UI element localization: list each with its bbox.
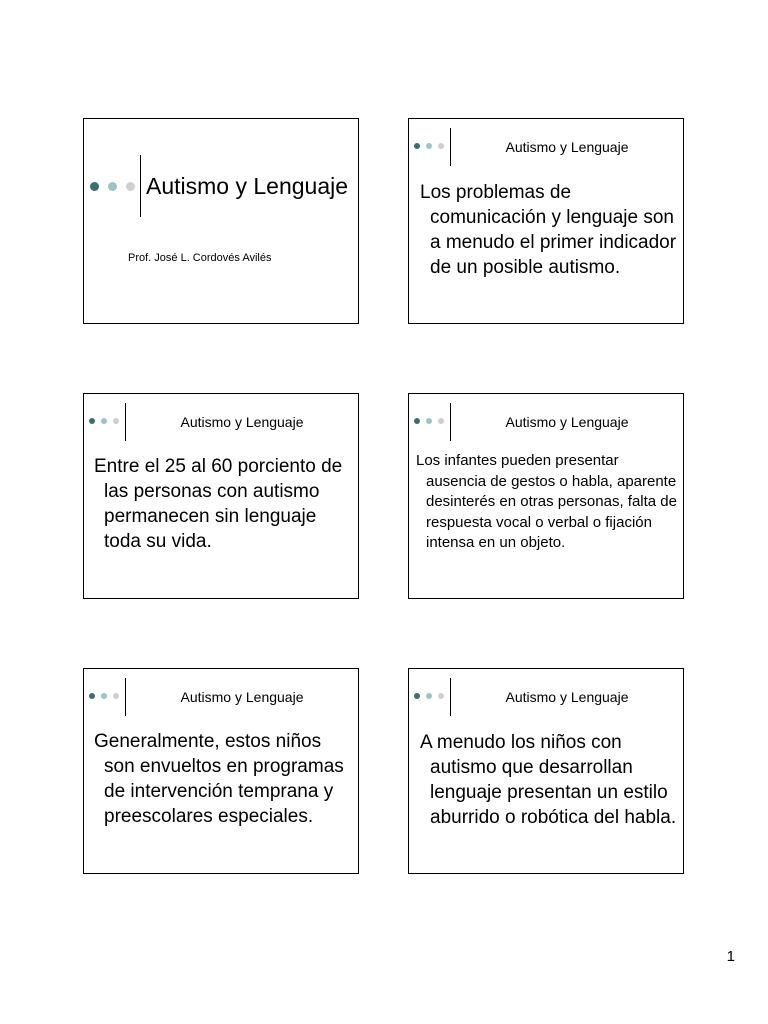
- slide-body-text: Generalmente, estos niños son envueltos en programas de intervención temprana y preescolares especiales.: [94, 731, 344, 827]
- slide-body-text: Los infantes pueden presentar ausencia de gestos o habla, aparente desinterés en otras personas, falta de respuesta vocal o verbal o fijación intensa en un objeto.: [416, 452, 677, 551]
- slide-body: [94, 454, 352, 554]
- slide-title: Autismo y Lenguaje: [146, 173, 349, 199]
- slide-body: [420, 730, 677, 830]
- bullet-dots-icon: [414, 143, 450, 149]
- bullet-dots-icon: [414, 418, 450, 424]
- bullet-dots-icon: [414, 693, 450, 699]
- page-number: 1: [726, 948, 735, 965]
- slide-body: [420, 180, 677, 280]
- slide-3: [83, 393, 359, 599]
- slide-header: Autismo y Lenguaje: [505, 139, 629, 155]
- slide-4: [408, 393, 684, 599]
- bullet-dots-icon: [89, 418, 125, 424]
- slide-header: Autismo y Lenguaje: [505, 689, 629, 705]
- slide-author: Prof. José L. Cordovés Avilés: [128, 252, 272, 264]
- bullet-dots-icon: [89, 693, 125, 699]
- slide-1: [83, 118, 359, 324]
- slide-header: Autismo y Lenguaje: [180, 689, 304, 705]
- slide-2: [408, 118, 684, 324]
- slide-header: Autismo y Lenguaje: [505, 414, 629, 430]
- slide-body-text: A menudo los niños con autismo que desarrollan lenguaje presentan un estilo aburrido o robótica del habla.: [420, 732, 677, 828]
- bullet-dots-icon: [90, 182, 144, 191]
- slide-6: [408, 668, 684, 874]
- slide-body: [416, 451, 677, 554]
- slide-body-text: Entre el 25 al 60 porciento de las personas con autismo permanecen sin lenguaje toda su vida.: [94, 456, 343, 552]
- slide-header: Autismo y Lenguaje: [180, 414, 304, 430]
- slide-body-text: Los problemas de comunicación y lenguaje son a menudo el primer indicador de un posible autismo.: [420, 182, 677, 278]
- slide-body: [94, 729, 352, 829]
- slide-5: [83, 668, 359, 874]
- divider-line: [140, 155, 141, 217]
